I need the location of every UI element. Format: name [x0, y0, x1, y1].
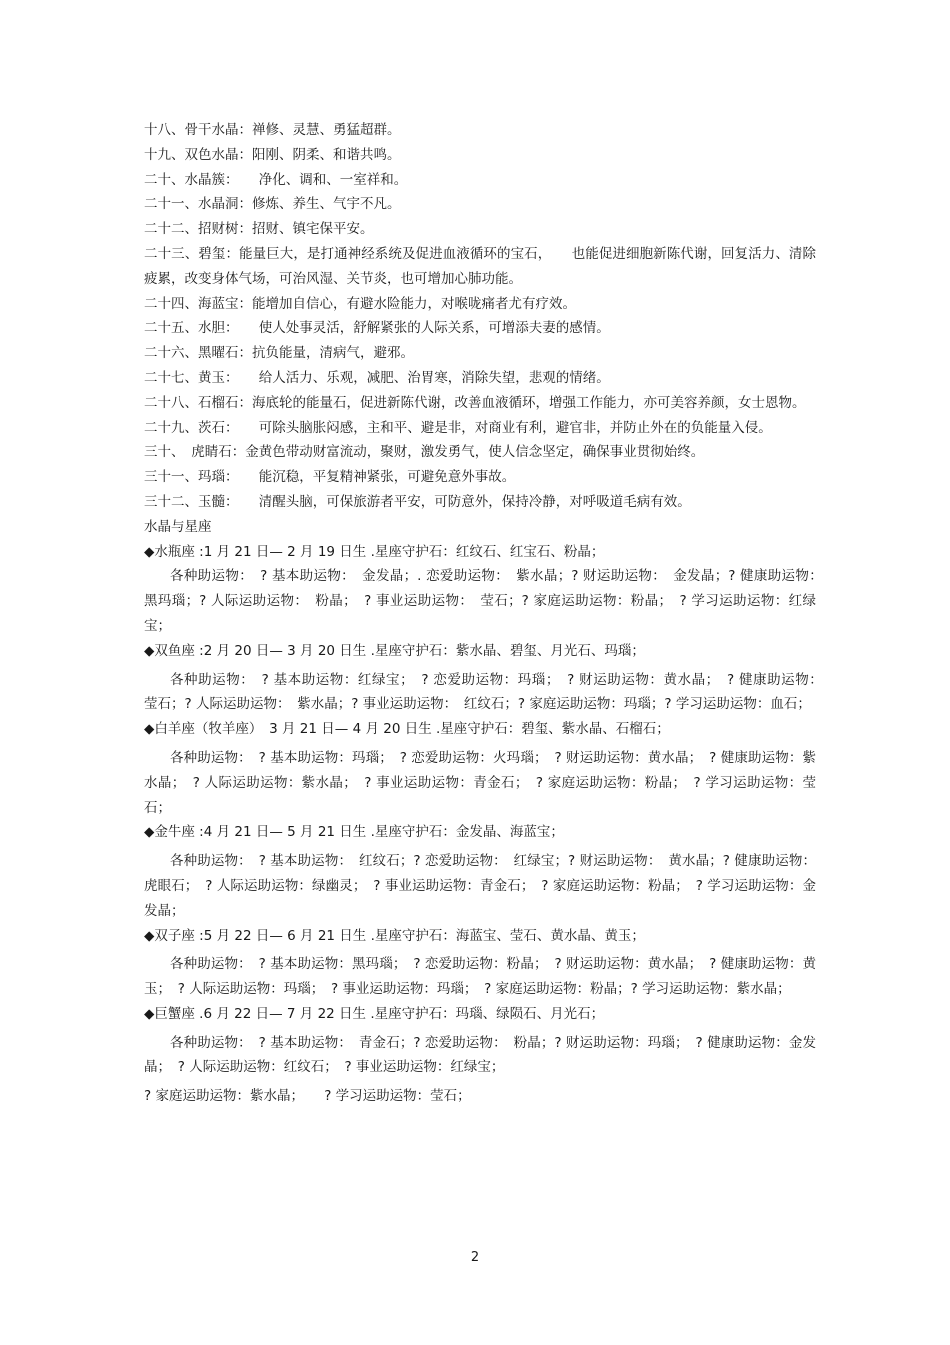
crystal-item: 三十、 虎睛石：金黄色带动财富流动，聚财，激发勇气，使人信念坚定，确保事业贯彻始终。: [144, 444, 705, 461]
sign-cancer-aids: 各种助运物： ? 基本助运物： 青金石；? 恋爱助运物： 粉晶；? 财运助运物：玛瑙； ? 健康助运物：金发晶； ? 人际运助运物：红纹石； ? 事业运助运物：红绿宝；: [144, 1034, 816, 1076]
crystal-item: 二十二、招财树：招财、镇宅保平安。: [144, 221, 374, 238]
crystal-item: 二十、水晶簇： 净化、调和、一室祥和。: [144, 171, 408, 188]
crystal-item: 三十一、玛瑙： 能沉稳，平复精神紧张，可避免意外事故。: [144, 469, 516, 486]
sign-aquarius-heading: ◆水瓶座 :1 月 21 日— 2 月 19 日生 .星座守护石：红纹石、红宝石、粉晶；: [144, 543, 605, 560]
sign-gemini-aids: 各种助运物： ? 基本助运物：黑玛瑙； ? 恋爱助运物：粉晶； ? 财运助运物：黄水晶； ? 健康助运物：黄玉； ? 人际运助运物：玛瑙； ? 事业运助运物：玛瑙； ? 家庭运助运物：粉晶；? 学习运助运物：紫水晶；: [144, 956, 816, 998]
crystal-item: 二十九、茨石： 可除头脑胀闷感，主和平、避是非，对商业有利，避官非，并防止外在的负能量入侵。: [144, 419, 772, 436]
sign-cancer-heading: ◆巨蟹座 .6 月 22 日— 7 月 22 日生 .星座守护石：玛瑙、绿陨石、月光石；: [144, 1005, 605, 1022]
sign-gemini-heading: ◆双子座 :5 月 22 日— 6 月 21 日生 .星座守护石：海蓝宝、莹石、黄水晶、黄玉；: [144, 927, 645, 944]
crystal-item: 二十四、海蓝宝：能增加自信心，有避水险能力，对喉咙痛者尤有疗效。: [144, 295, 576, 312]
page-content: [144, 118, 830, 1109]
crystal-item: 十八、骨干水晶：禅修、灵慧、勇猛超群。: [144, 122, 401, 138]
crystal-item: 二十三、碧玺：能量巨大，是打通神经系统及促进血液循环的宝石， 也能促进细胞新陈代谢，回复活力、清除疲累，改变身体气场，可治风湿、关节炎，也可增加心肺功能。: [144, 245, 816, 287]
sign-taurus-aids: 各种助运物： ? 基本助运物： 红纹石；? 恋爱助运物： 红绿宝；? 财运助运物： 黄水晶；? 健康助运物：虎眼石； ? 人际运助运物：绿幽灵； ? 事业运助运物：青金石； ? 家庭运助运物：粉晶； ? 学习运助运物：金发晶；: [144, 853, 816, 919]
sign-pisces-aids: 各种助运物： ? 基本助运物：红绿宝； ? 恋爱助运物：玛瑙； ? 财运助运物：黄水晶； ? 健康助运物： 莹石；? 人际运助运物： 紫水晶；? 事业运助运物： 红纹石；? 家庭运助运物：玛瑙；? 学习运助运物：血石；: [144, 671, 830, 713]
page-number: 2: [470, 1250, 480, 1265]
crystal-item: 二十一、水晶洞：修炼、养生、气宇不凡。: [144, 196, 401, 213]
sign-pisces-heading: ◆双鱼座 :2 月 20 日— 3 月 20 日生 .星座守护石：紫水晶、碧玺、月光石、玛瑙；: [144, 642, 645, 659]
crystal-item: 二十六、黑曜石：抗负能量，清病气，避邪。: [144, 345, 414, 362]
crystal-item: 二十五、水胆： 使人处事灵活，舒解紧张的人际关系，可增添夫妻的感情。: [144, 320, 610, 337]
sign-aquarius-aids: 各种助运物： ? 基本助运物： 金发晶；. 恋爱助运物： 紫水晶；? 财运助运物： 金发晶；? 健康助运物： 黑玛瑙；? 人际运助运物： 粉晶； ? 事业运助运物： 莹石；? 家庭运助运物：粉晶； ? 学习运助运物：红绿宝；: [144, 568, 830, 634]
crystal-item: 十九、双色水晶：阳刚、阴柔、和谐共鸣。: [144, 146, 401, 163]
sign-taurus-heading: ◆金牛座 :4 月 21 日— 5 月 21 日生 .星座守护石：金发晶、海蓝宝；: [144, 824, 564, 841]
sign-aries-aids: 各种助运物： ? 基本助运物：玛瑙； ? 恋爱助运物：火玛瑙； ? 财运助运物：黄水晶； ? 健康助运物：紫水晶； ? 人际运助运物：紫水晶； ? 事业运助运物：青金石； ? 家庭运助运物：粉晶； ? 学习运助运物：莹石；: [144, 749, 816, 816]
sign-cancer-aids-extra: ? 家庭运助运物：紫水晶； ? 学习运助运物：莹石；: [144, 1088, 471, 1105]
crystal-item: 二十八、石榴石：海底轮的能量石，促进新陈代谢，改善血液循环，增强工作能力，亦可美容养颜，女士恩物。: [144, 394, 806, 411]
section-title: 水晶与星座: [144, 518, 212, 535]
sign-aries-heading: ◆白羊座（牧羊座） 3 月 21 日— 4 月 20 日生 .星座守护石：碧玺、紫水晶、石榴石；: [144, 721, 670, 738]
crystal-item: 二十七、黄玉： 给人活力、乐观，减肥、治胃寒，消除失望，悲观的情绪。: [144, 369, 610, 386]
crystal-item: 三十二、玉髓： 清醒头脑，可保旅游者平安，可防意外，保持冷静，对呼吸道毛病有效。: [144, 493, 691, 510]
